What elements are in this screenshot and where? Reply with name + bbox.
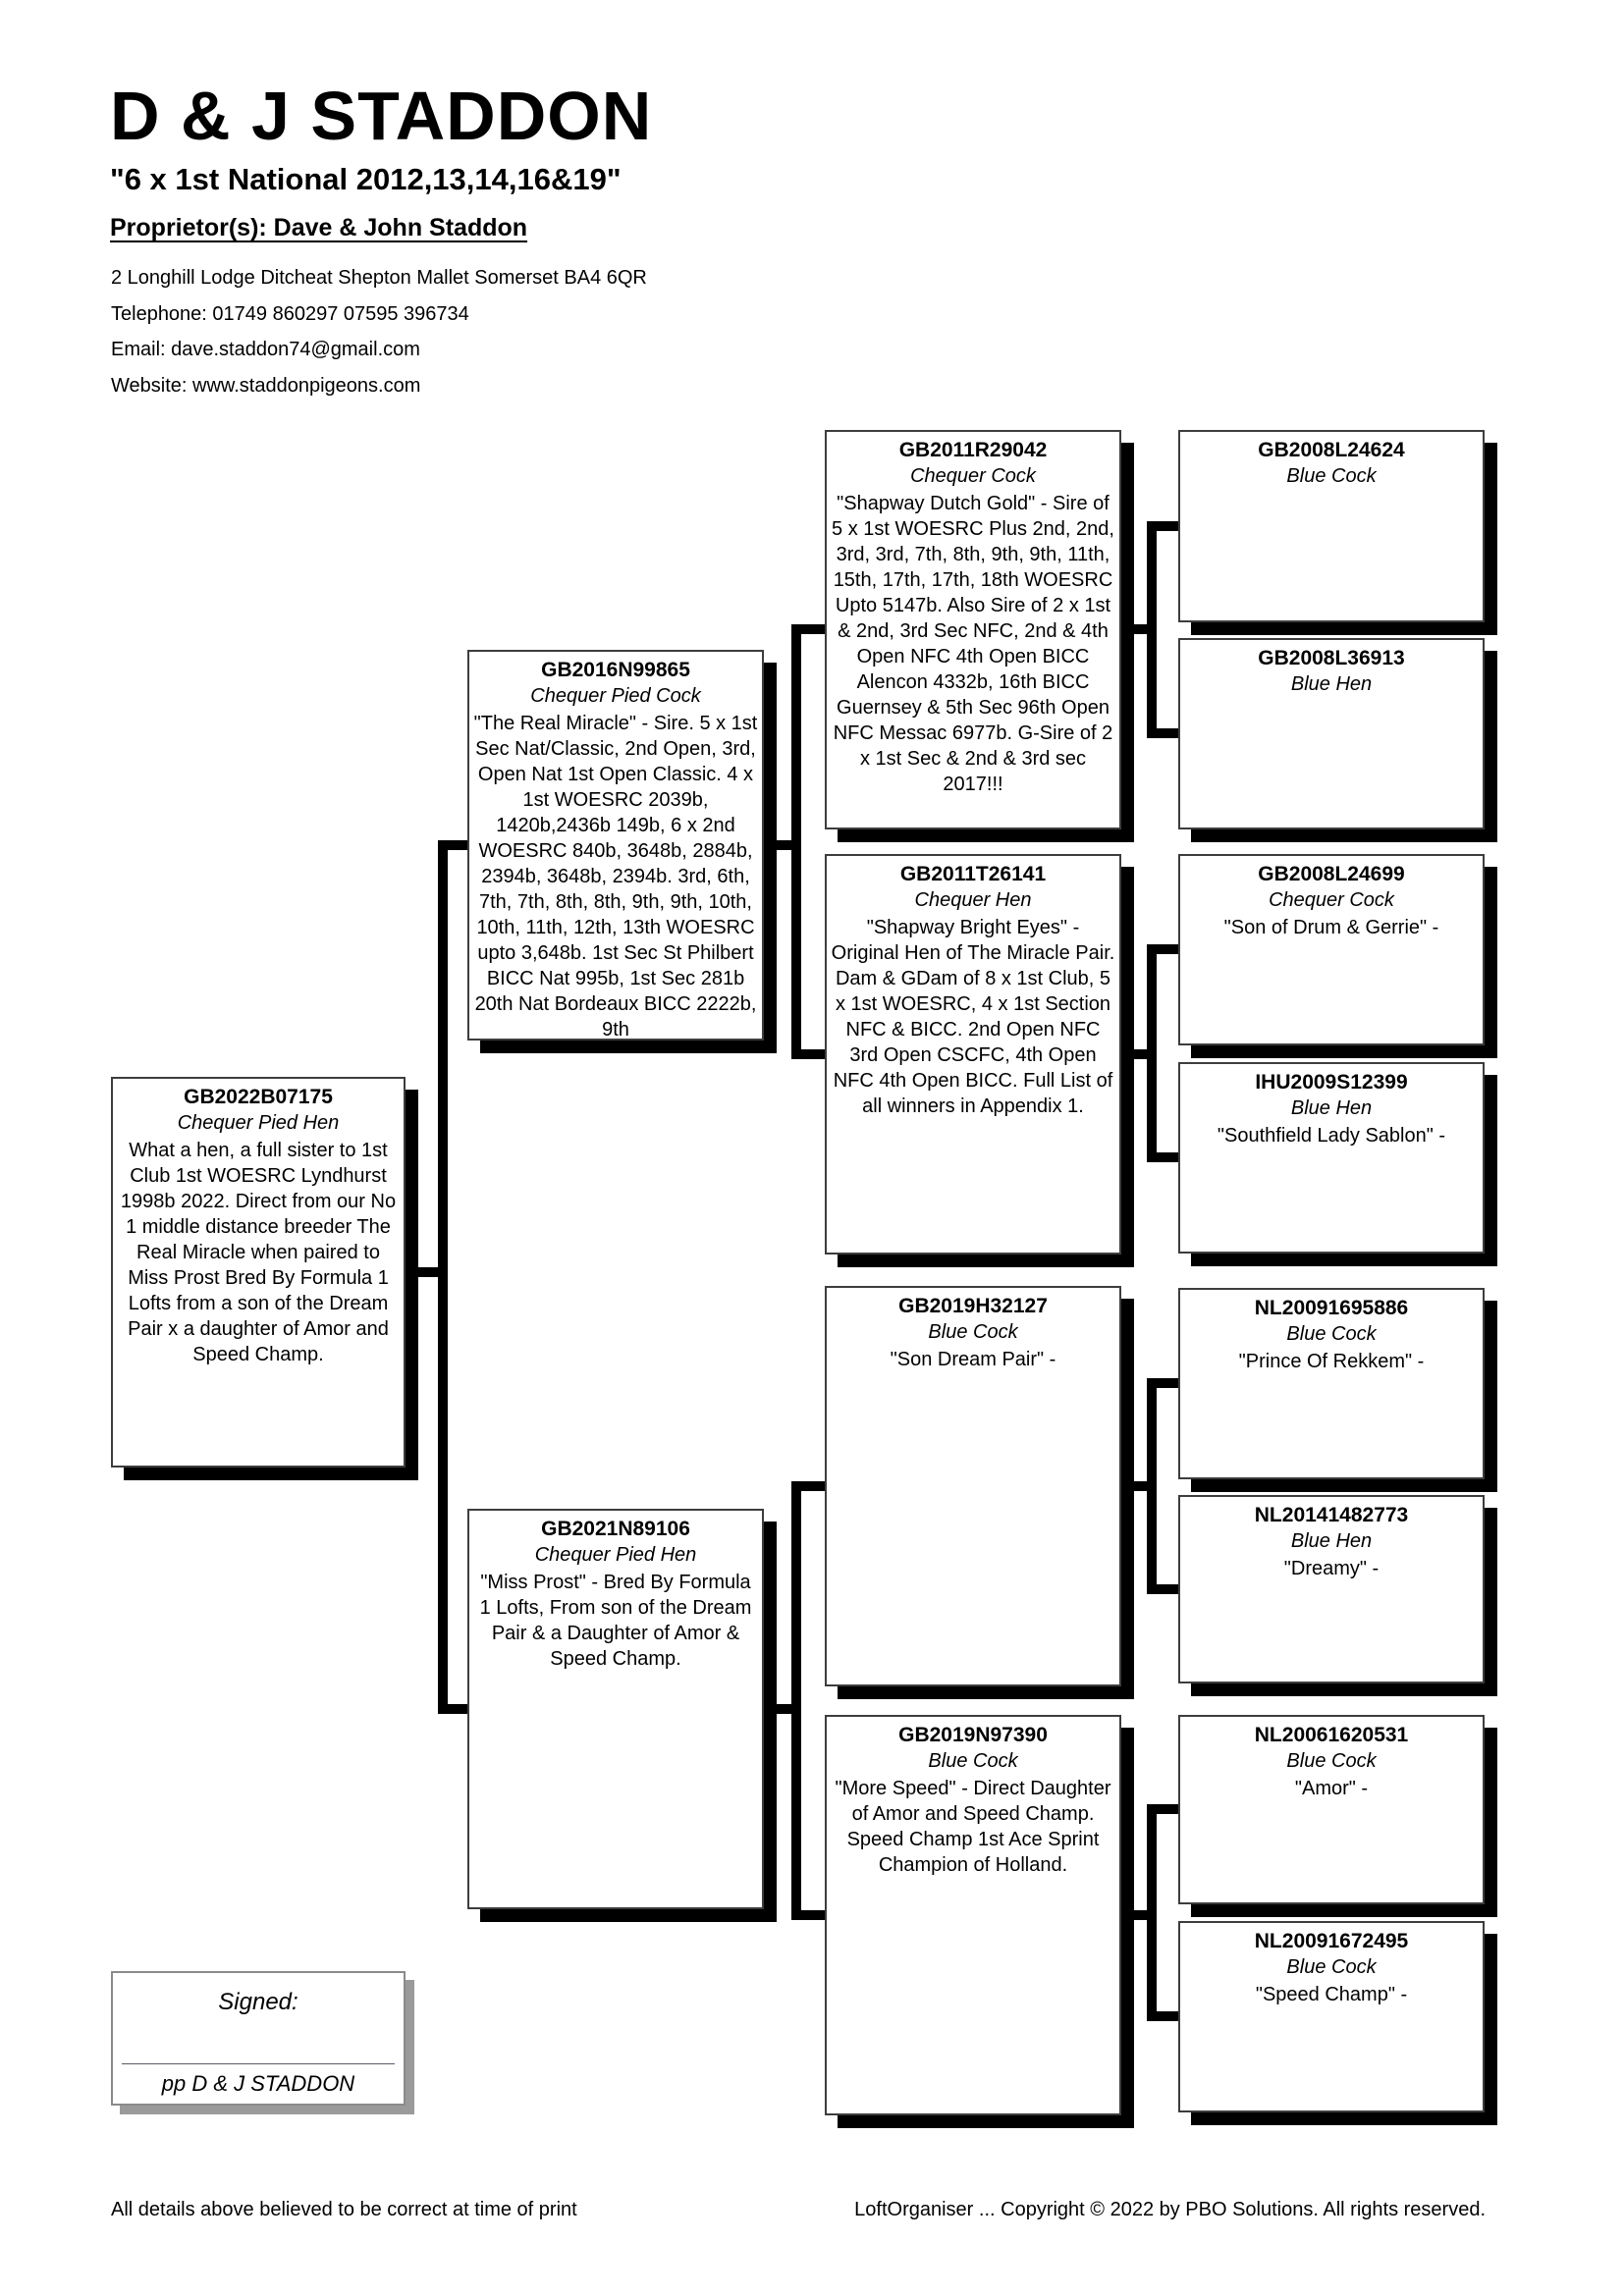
ring-number: NL20091695886	[1254, 1297, 1409, 1319]
connector-line	[1147, 1804, 1180, 1814]
tagline: "6 x 1st National 2012,13,14,16&19"	[110, 162, 622, 196]
loft-name: D & J STADDON	[110, 78, 653, 154]
bird-notes: "Son of Drum & Gerrie" -	[1223, 917, 1439, 938]
connector-line	[791, 1049, 827, 1059]
bird-colour-sex: Blue Hen	[1290, 673, 1373, 695]
bird-notes: "Shapway Bright Eyes" - Original Hen of The Miracle Pair. Dam & GDam of 8 x 1st Club, 5 x 1st WOESRC, 4 x 1st Section NFC & BICC. 2nd Open NFC 3rd Open CSCFC, 4th Open NFC 4th Open BICC. Full List of all winners in Appendix 1.	[831, 917, 1115, 1117]
connector-line	[1147, 1378, 1180, 1388]
pedigree-box-great-grandparent	[1178, 1715, 1485, 1904]
connector-line	[791, 624, 827, 634]
connector-line	[1147, 728, 1180, 738]
connector-line	[791, 1481, 801, 1920]
pedigree-box-great-grandparent	[1178, 1062, 1485, 1254]
telephone-line: Telephone: 01749 860297 07595 396734	[111, 303, 469, 325]
pedigree-box-grandsire	[825, 1286, 1121, 1686]
bird-notes: "Speed Champ" -	[1255, 1984, 1408, 2005]
pedigree-box-great-grandparent	[1178, 1288, 1485, 1479]
ring-number: GB2008L36913	[1258, 647, 1405, 669]
ring-number: GB2019H32127	[898, 1295, 1048, 1317]
pedigree-box-sire	[467, 650, 764, 1041]
ring-number: GB2008L24624	[1258, 439, 1405, 461]
connector-line	[438, 840, 469, 850]
connector-line	[1147, 1378, 1157, 1594]
proprietors-line: Proprietor(s): Dave & John Staddon	[110, 214, 528, 241]
bird-colour-sex: Blue Hen	[1290, 1530, 1373, 1552]
pedigree-box-great-grandparent	[1178, 638, 1485, 829]
connector-line	[1147, 944, 1157, 1162]
pedigree-box-granddam	[825, 854, 1121, 1255]
bird-colour-sex: Blue Cock	[928, 1321, 1018, 1343]
connector-line	[1147, 521, 1180, 531]
connector-line	[438, 1704, 469, 1714]
connector-line	[791, 1910, 827, 1920]
signature-name: pp D & J STADDON	[161, 2071, 355, 2096]
connector-line	[1147, 1152, 1180, 1162]
bird-notes: "Shapway Dutch Gold" - Sire of 5 x 1st WOESRC Plus 2nd, 2nd, 3rd, 3rd, 7th, 8th, 9th, 9th, 11th, 15th, 17th, 17th, 18th WOESRC Upto 5147b. Also Sire of 2 x 1st & 2nd, 3rd Sec NFC, 2nd & 4th Open NFC 4th Open BICC Alencon 4332b, 16th BICC Guernsey & 5th Sec 96th Open NFC Messac 6977b. G-Sire of 2 x 1st Sec & 2nd & 3rd sec 2017!!!	[832, 493, 1114, 795]
connector-line	[1147, 1584, 1180, 1594]
pedigree-box-grandsire	[825, 430, 1121, 829]
signed-label: Signed:	[218, 1989, 298, 2015]
pedigree-box-granddam	[825, 1715, 1121, 2115]
connector-line	[1147, 2011, 1180, 2021]
address-line: 2 Longhill Lodge Ditcheat Shepton Mallet Somerset BA4 6QR	[111, 267, 647, 289]
bird-colour-sex: Chequer Cock	[1269, 889, 1394, 911]
email-line: Email: dave.staddon74@gmail.com	[111, 339, 420, 360]
bird-colour-sex: Blue Cock	[1286, 1323, 1377, 1345]
bird-colour-sex: Blue Cock	[1286, 465, 1377, 487]
bird-colour-sex: Chequer Hen	[914, 889, 1032, 911]
pedigree-box-dam	[467, 1509, 764, 1909]
ring-number: GB2011T26141	[899, 863, 1047, 885]
footer-copyright: LoftOrganiser ... Copyright © 2022 by PBO Solutions. All rights reserved.	[854, 2199, 1486, 2220]
signed-box	[111, 1971, 406, 2106]
bird-notes: "Dreamy" -	[1283, 1558, 1380, 1579]
footer-disclaimer: All details above believed to be correct at time of print	[111, 2199, 577, 2220]
connector-line	[438, 840, 448, 1714]
bird-colour-sex: Chequer Cock	[910, 465, 1036, 487]
bird-colour-sex: Chequer Pied Hen	[177, 1112, 340, 1134]
pedigree-box-great-grandparent	[1178, 1921, 1485, 2112]
ring-number: NL20091672495	[1254, 1930, 1409, 1952]
ring-number: NL20061620531	[1254, 1724, 1409, 1746]
pedigree-box-great-grandparent	[1178, 854, 1485, 1045]
pedigree-box-subject	[111, 1077, 406, 1468]
bird-notes: "Son Dream Pair" -	[890, 1349, 1056, 1370]
bird-notes: What a hen, a full sister to 1st Club 1st WOESRC Lyndhurst 1998b 2022. Direct from our No 1 middle distance breeder The Real Miracle when paired to Miss Prost Bred By Formula 1 Lofts from a son of the Dream Pair x a daughter of Amor and Speed Champ.	[120, 1140, 397, 1365]
pedigree-box-great-grandparent	[1178, 430, 1485, 622]
connector-line	[791, 624, 801, 1059]
connector-line	[1147, 1804, 1157, 2021]
bird-colour-sex: Blue Cock	[1286, 1750, 1377, 1772]
signature-line	[122, 2063, 395, 2064]
bird-notes: "Southfield Lady Sablon" -	[1217, 1125, 1446, 1147]
ring-number: GB2019N97390	[898, 1724, 1048, 1746]
connector-line	[1147, 521, 1157, 738]
ring-number: IHU2009S12399	[1255, 1071, 1408, 1094]
bird-notes: "Amor" -	[1294, 1778, 1369, 1799]
ring-number: GB2022B07175	[184, 1086, 333, 1108]
website-line: Website: www.staddonpigeons.com	[111, 375, 421, 397]
connector-line	[1147, 944, 1180, 954]
ring-number: NL20141482773	[1254, 1504, 1409, 1526]
bird-colour-sex: Chequer Pied Cock	[530, 685, 701, 707]
pedigree-box-great-grandparent	[1178, 1495, 1485, 1683]
ring-number: GB2016N99865	[541, 659, 690, 681]
bird-colour-sex: Blue Cock	[1286, 1956, 1377, 1978]
connector-line	[791, 1481, 827, 1491]
bird-notes: "Miss Prost" - Bred By Formula 1 Lofts, From son of the Dream Pair & a Daughter of Amor & Speed Champ.	[479, 1572, 752, 1670]
ring-number: GB2008L24699	[1258, 863, 1405, 885]
bird-notes: "Prince Of Rekkem" -	[1238, 1351, 1425, 1372]
bird-notes: "More Speed" - Direct Daughter of Amor and Speed Champ. Speed Champ 1st Ace Sprint Champion of Holland.	[835, 1778, 1111, 1876]
bird-notes: "The Real Miracle" - Sire. 5 x 1st Sec Nat/Classic, 2nd Open, 3rd, Open Nat 1st Open Classic. 4 x 1st WOESRC 2039b, 1420b,2436b 149b, 6 x 2nd WOESRC 840b, 3648b, 2884b, 2394b, 3648b, 2394b. 3rd, 6th, 7th, 7th, 8th, 8th, 9th, 9th, 10th, 10th, 11th, 12th, 13th WOESRC upto 3,648b. 1st Sec St Philbert BICC Nat 995b, 1st Sec 281b 20th Nat Bordeaux BICC 2222b, 9th	[473, 713, 758, 1041]
bird-colour-sex: Blue Cock	[928, 1750, 1018, 1772]
bird-colour-sex: Chequer Pied Hen	[534, 1544, 697, 1566]
bird-colour-sex: Blue Hen	[1290, 1097, 1373, 1119]
ring-number: GB2011R29042	[898, 439, 1048, 461]
ring-number: GB2021N89106	[541, 1518, 690, 1540]
